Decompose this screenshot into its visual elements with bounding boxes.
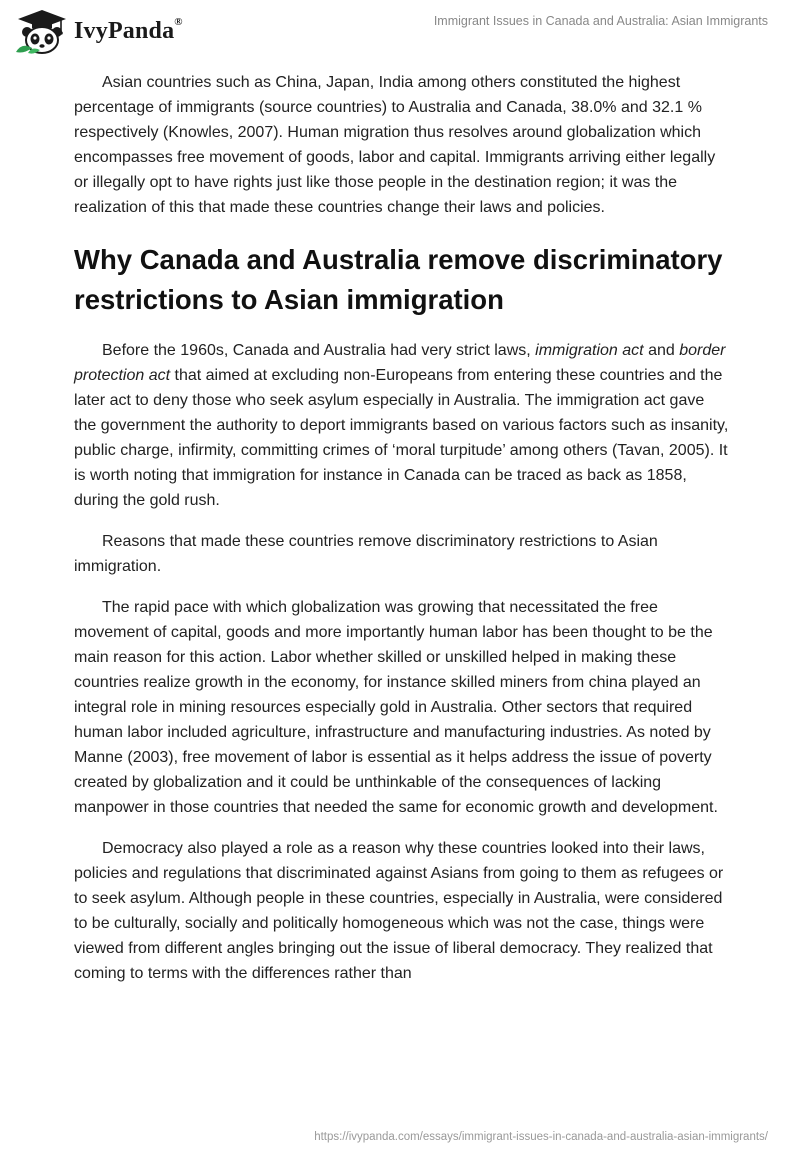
panda-logo-icon bbox=[14, 8, 70, 54]
essay-content bbox=[74, 70, 730, 1002]
paragraph-5: Democracy also played a role as a reason why these countries looked into their laws, policies and regulations that discriminated against Asians from going to them as refugees or to seek asylum. Although people in these countries, especially in Australia, were considered to be culturally, socially and politically homogeneous which was not the case, things were viewed from different angles bringing out the issue of liberal democracy. They realized that coming to terms with the differences rather than bbox=[74, 840, 724, 982]
section-heading: Why Canada and Australia remove discriminatory restrictions to Asian immigration bbox=[74, 244, 723, 315]
document-title: Immigrant Issues in Canada and Australia: Asian Immigrants bbox=[433, 14, 768, 28]
emphasis-border-protection-act: border protection act bbox=[74, 342, 726, 384]
paragraph-4: The rapid pace with which globalization was growing that necessitated the free movement of capital, goods and more importantly human labor has been thought to be the main reason for this action. Labor whether skilled or unskilled helped in making these countries realize growth in the economy, for instance skilled miners from china played an integral role in mining resources especially gold in Australia. Other sectors that required human labor included agriculture, infrastructure and manufacturing industries. As noted by Manne (2003), free movement of labor is essential as it helps address the issue of poverty created by globalization and it could be unthinkable of the consequences of lacking manpower in those countries that needed the same for economic growth and development. bbox=[74, 599, 718, 816]
logo-text: IvyPanda® bbox=[74, 15, 183, 44]
paragraph-3: Reasons that made these countries remove discriminatory restrictions to Asian immigration. bbox=[74, 533, 658, 575]
paragraph-2: Before the 1960s, Canada and Australia had very strict laws, immigration act and border protection act that aimed at excluding non-Europeans from entering these countries and the later act to deny those who seek asylum especially in Australia. The immigration act gave the government the authority to deport immigrants based on various factors such as insanity, public charge, infirmity, committing crimes of ‘moral turpitude’ among others (Tavan, 2005). It is worth noting that immigration for instance in Canada can be traced as back as 1858, during the gold rush. bbox=[74, 342, 729, 509]
logo-link[interactable] bbox=[14, 8, 183, 54]
page-header bbox=[0, 0, 800, 62]
emphasis-immigration-act: immigration act bbox=[535, 342, 644, 359]
paragraph-1: Asian countries such as China, Japan, India among others constituted the highest percentage of immigrants (source countries) to Australia and Canada, 38.0% and 32.1 % respectively (Knowles, 2007). Human migration thus resolves around globalization which encompasses free movement of goods, labor and capital. Immigrants arriving either legally or illegally opt to have rights just like those people in the destination region; it was the realization of this that made these countries change their laws and policies. bbox=[74, 74, 716, 216]
source-url-link[interactable]: https://ivypanda.com/essays/immigrant-issues-in-canada-and-australia-asian-immigrants/ bbox=[314, 1131, 768, 1143]
